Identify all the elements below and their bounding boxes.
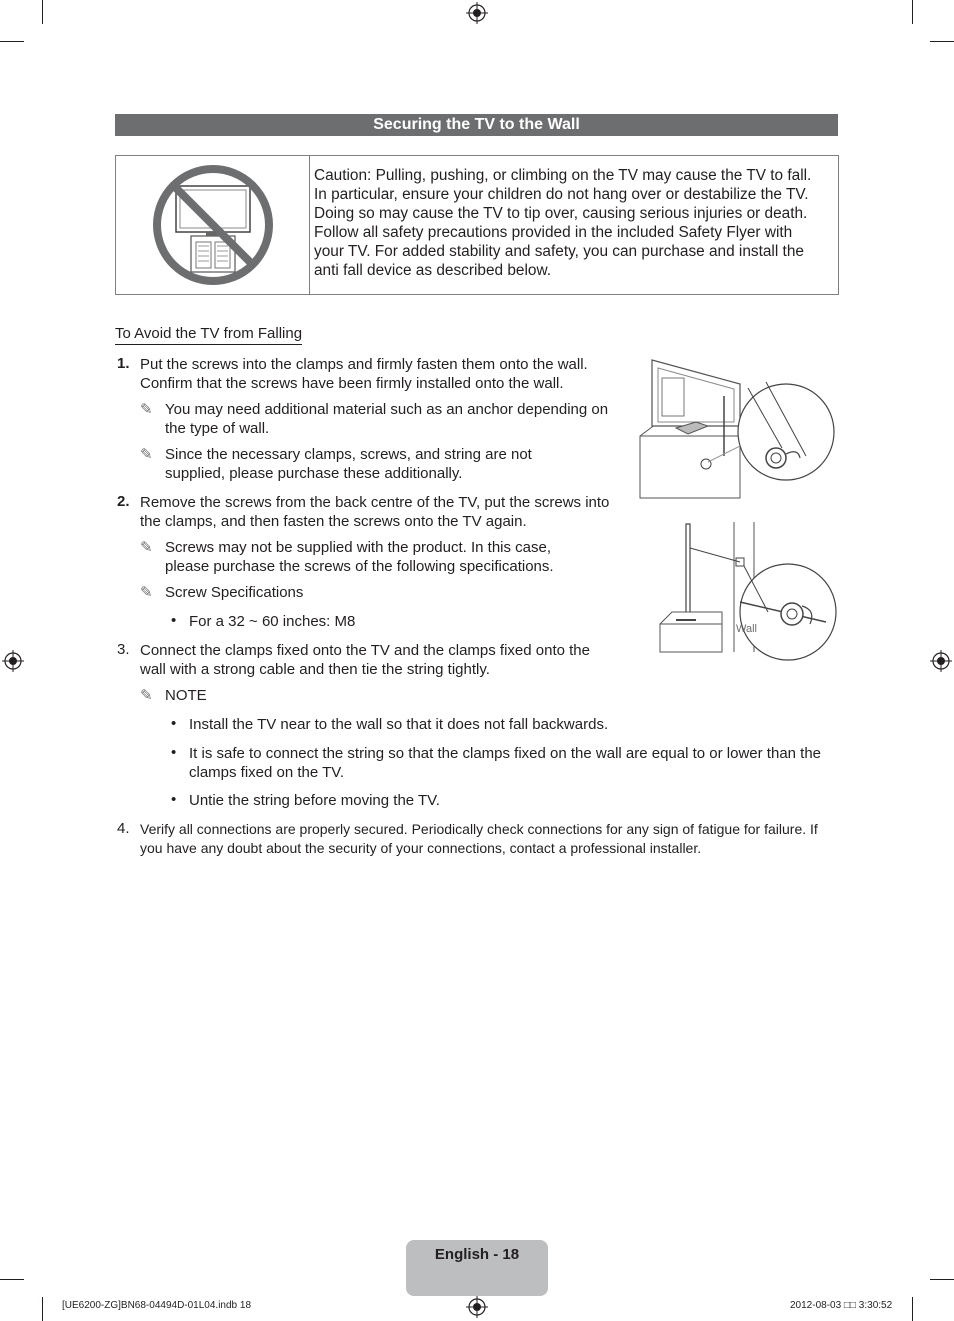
tv-wall-clamp-illustration <box>656 520 838 662</box>
pencil-note-icon: ✎ <box>140 687 153 704</box>
slug-timestamp: 2012-08-03 □□ 3:30:52 <box>790 1300 893 1311</box>
caution-box <box>115 155 839 295</box>
step-number: 4. <box>117 820 130 837</box>
bullet-icon: • <box>171 715 177 732</box>
crop-mark <box>912 0 913 24</box>
note-text: Screw Specifications <box>165 584 304 601</box>
step-number: 2. <box>117 493 130 510</box>
crop-mark <box>0 41 24 42</box>
step-text: Remove the screws from the back centre of the TV, put the screws into the clamps, and then fasten the screws onto the TV again. <box>140 494 610 530</box>
step-number: 3. <box>117 641 130 658</box>
tv-rear-clamp-illustration <box>636 356 838 506</box>
bullet-icon: • <box>171 791 177 808</box>
slug-file-info: [UE6200-ZG]BN68-04494D-01L04.indb 18 <box>62 1300 252 1311</box>
registration-mark-icon <box>466 1296 488 1318</box>
bullet-icon: • <box>171 744 177 761</box>
step-text: Connect the clamps fixed onto the TV and the clamps fixed onto the wall with a strong cable and then tie the string tightly. <box>140 642 590 678</box>
crop-mark <box>930 41 954 42</box>
note-text: Screws may not be supplied with the product. In this case, please purchase the screws of the following specifications. <box>165 539 554 575</box>
page-number: English - 18 <box>434 1246 520 1263</box>
bullet-text: For a 32 ~ 60 inches: M8 <box>189 613 356 630</box>
note-text: You may need additional material such as an anchor depending on the type of wall. <box>165 401 609 437</box>
registration-mark-icon <box>930 650 952 672</box>
no-climbing-illustration <box>116 156 310 294</box>
step-text: Verify all connections are properly secured. Periodically check connections for any sign of fatigue for failure. If you have any doubt about the security of your connections, contact a professional installer. <box>140 821 818 856</box>
bullet-text: Untie the string before moving the TV. <box>189 792 440 809</box>
crop-mark <box>42 1297 43 1321</box>
registration-mark-icon <box>2 650 24 672</box>
pencil-note-icon: ✎ <box>140 401 153 418</box>
crop-mark <box>0 1279 24 1280</box>
section-title: Securing the TV to the Wall <box>115 114 838 136</box>
note-heading: NOTE <box>165 687 207 704</box>
bullet-text: It is safe to connect the string so that the clamps fixed on the wall are equal to or lower than the clamps fixed on the TV. <box>189 745 822 781</box>
subheading: To Avoid the TV from Falling <box>115 324 302 345</box>
step-text: Put the screws into the clamps and firmly fasten them onto the wall. Confirm that the screws have been firmly installed onto the wall. <box>140 356 588 392</box>
crop-mark <box>912 1297 913 1321</box>
caution-text: Caution: Pulling, pushing, or climbing on the TV may cause the TV to fall. In particular, ensure your children do not hang over or destabilize the TV. Doing so may cause the TV to tip over, causing serious injuries or death. Follow all safety precautions provided in the included Safety Flyer with your TV. For added stability and safety, you can purchase and install the anti fall device as described below. <box>314 167 812 279</box>
bullet-icon: • <box>171 612 177 629</box>
bullet-text: Install the TV near to the wall so that it does not fall backwards. <box>189 716 609 733</box>
crop-mark <box>42 0 43 24</box>
step-number: 1. <box>117 355 130 372</box>
pencil-note-icon: ✎ <box>140 539 153 556</box>
figure-label-wall: Wall <box>736 623 757 635</box>
registration-mark-icon <box>466 2 488 24</box>
crop-mark <box>930 1279 954 1280</box>
pencil-note-icon: ✎ <box>140 584 153 601</box>
pencil-note-icon: ✎ <box>140 446 153 463</box>
note-text: Since the necessary clamps, screws, and string are not supplied, please purchase these additionally. <box>165 446 532 482</box>
